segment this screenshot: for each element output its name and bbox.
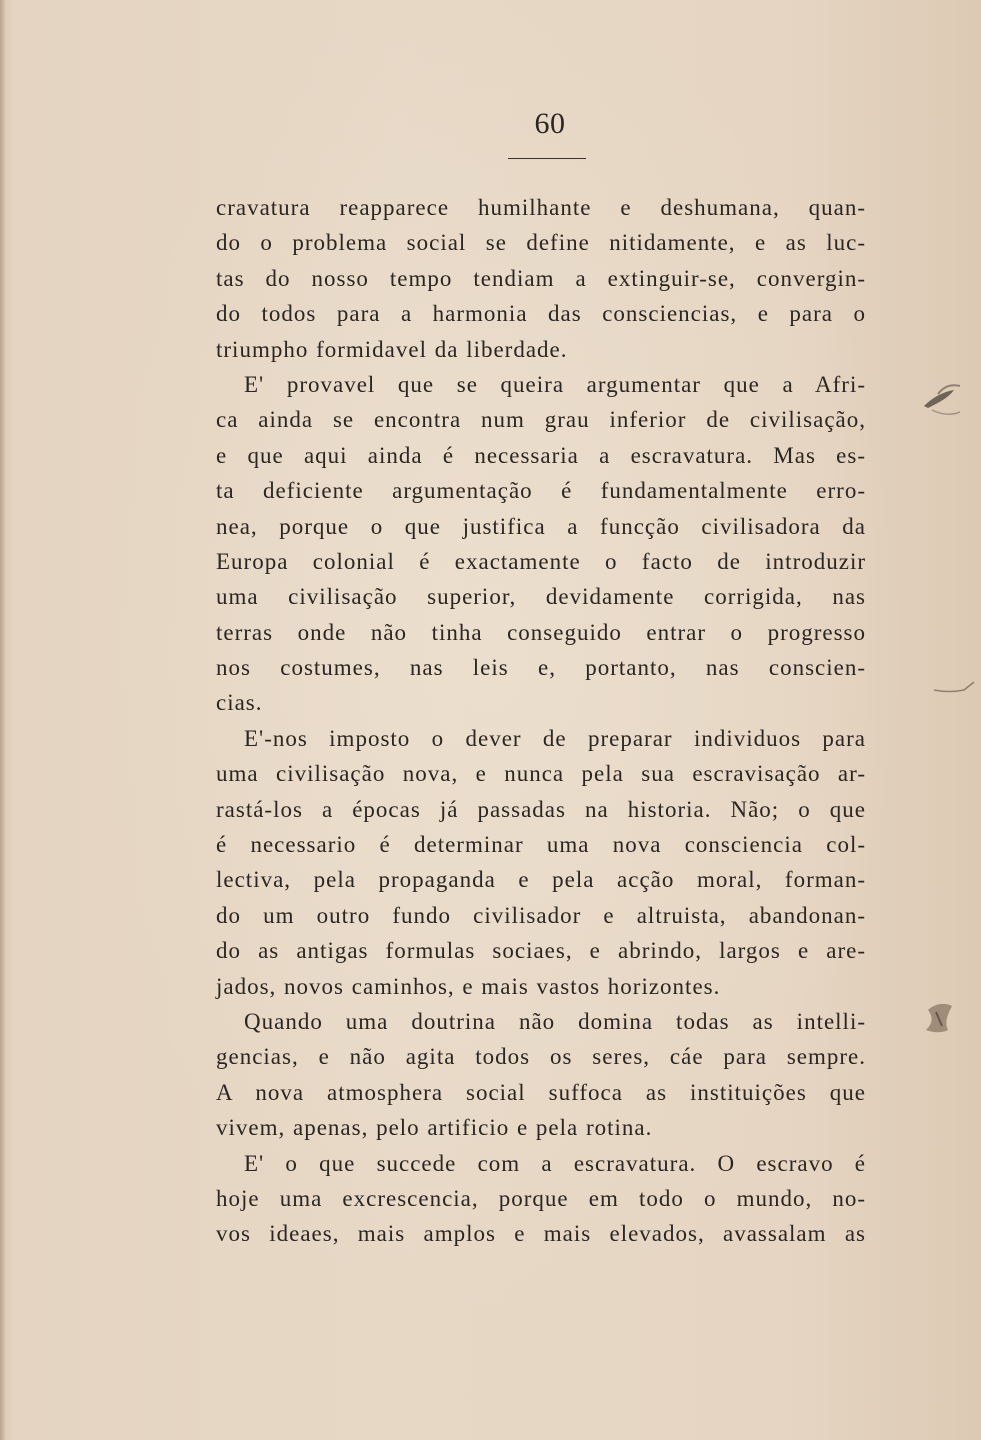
text-line: cias. — [216, 690, 263, 716]
text-line: e que aqui ainda é necessaria a escravatura. Mas es- — [216, 442, 866, 468]
text-line: do um outro fundo civilisador e altruista, abandonan- — [216, 902, 866, 928]
text-line: Quando uma doutrina não domina todas as intelli- — [244, 1008, 866, 1034]
text-line: nos costumes, nas leis e, portanto, nas conscien- — [216, 655, 866, 681]
header-rule — [508, 158, 586, 159]
margin-ink-mark-middle — [930, 676, 980, 700]
page-number: 60 — [534, 107, 566, 140]
text-line: E' provavel que se queira argumentar que a Afri- — [244, 371, 866, 397]
text-line: jados, novos caminhos, e mais vastos horizontes. — [216, 973, 721, 999]
text-line: nea, porque o que justifica a funcção civilisadora da — [216, 513, 866, 539]
page-left-edge — [0, 0, 6, 1440]
text-line: E' o que succede com a escravatura. O escravo é — [244, 1150, 866, 1176]
margin-ink-mark-bottom — [914, 990, 968, 1044]
text-line: cravatura reapparece humilhante e deshumana, quan- — [216, 195, 866, 220]
text-line: Europa colonial é exactamente o facto de introduzir — [216, 548, 866, 574]
text-line: lectiva, pela propaganda e pela acção moral, forman- — [216, 867, 866, 893]
text-line: do todos para a harmonia das consciencias, e para o — [216, 301, 866, 327]
text-line: do as antigas formulas sociaes, e abrindo, largos e are- — [216, 938, 866, 964]
text-line: triumpho formidavel da liberdade. — [216, 336, 568, 362]
text-line: gencias, e não agita todos os seres, cáe para sempre. — [216, 1044, 866, 1070]
text-line: rastá-los a épocas já passadas na historia. Não; o que — [216, 796, 866, 822]
text-line: é necessario é determinar uma nova consciencia col- — [216, 832, 866, 858]
text-line: uma civilisação superior, devidamente corrigida, nas — [216, 584, 866, 610]
text-line: ca ainda se encontra num grau inferior de civilisação, — [216, 407, 866, 433]
text-line: do o problema social se define nitidamente, e as luc- — [216, 230, 866, 256]
text-line: tas do nosso tempo tendiam a extinguir-se, convergin- — [216, 265, 866, 291]
text-line: vos ideaes, mais amplos e mais elevados, avassalam as — [216, 1221, 866, 1247]
margin-ink-mark-top — [918, 376, 968, 432]
text-line: A nova atmosphera social suffoca as instituições que — [216, 1079, 866, 1105]
text-line: hoje uma excrescencia, porque em todo o mundo, no- — [216, 1185, 866, 1211]
text-line: E'-nos imposto o dever de preparar individuos para — [244, 725, 866, 751]
text-line: terras onde não tinha conseguido entrar o progresso — [216, 619, 866, 645]
text-line: uma civilisação nova, e nunca pela sua escravisação ar- — [216, 761, 866, 787]
body-text — [216, 190, 866, 1252]
text-line: vivem, apenas, pelo artificio e pela rotina. — [216, 1115, 653, 1141]
text-line: ta deficiente argumentação é fundamentalmente erro- — [216, 478, 866, 504]
